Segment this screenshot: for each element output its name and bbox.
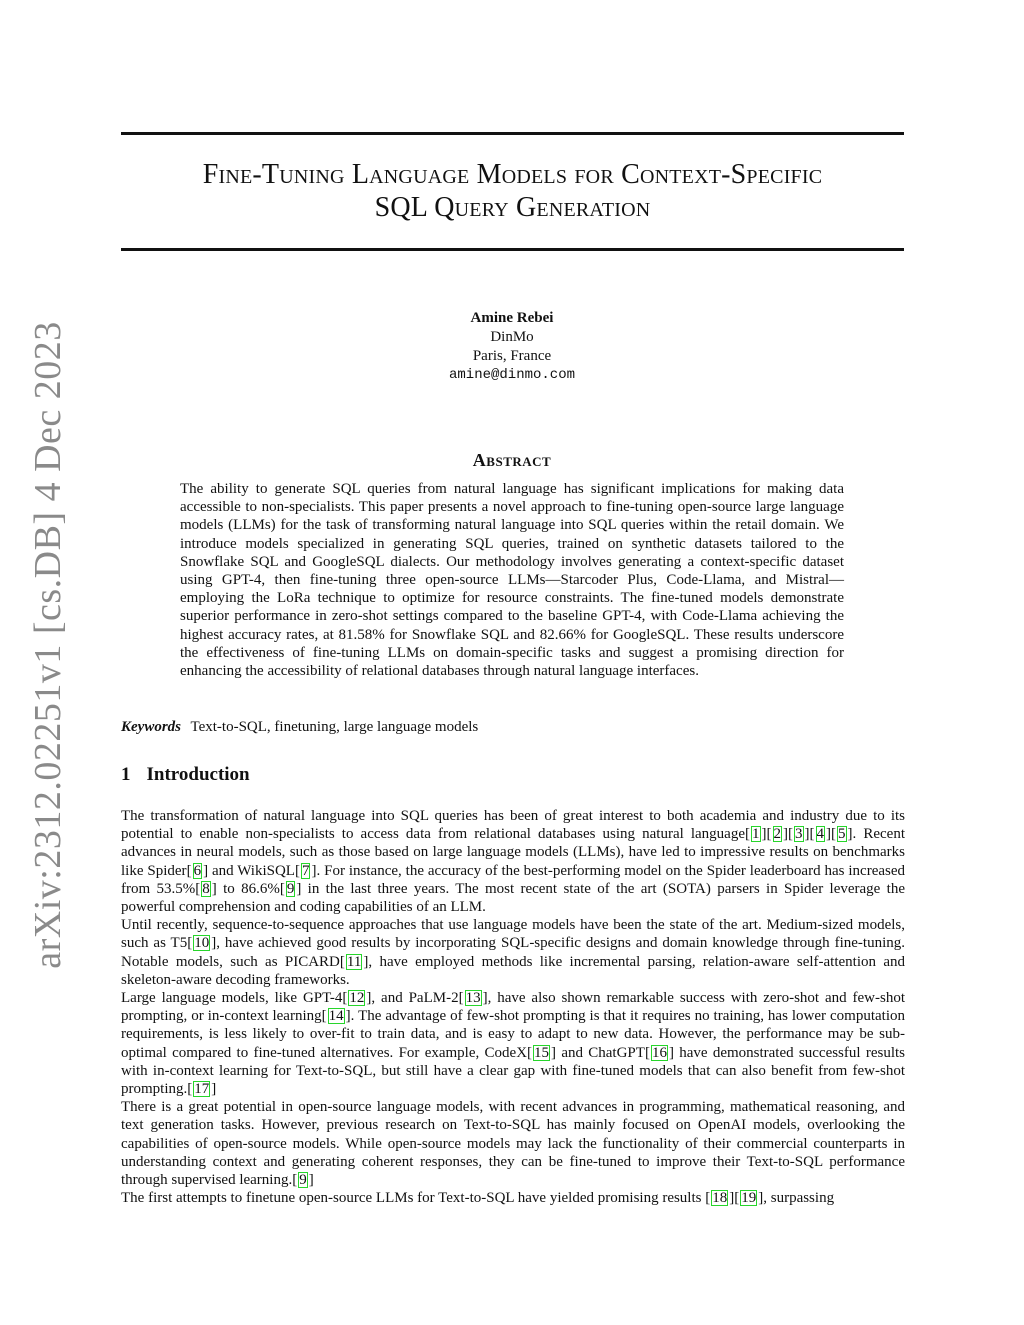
citation-link[interactable]: 7 <box>301 862 310 879</box>
intro-text: There is a great potential in open-source language models, with recent advances in programming, mathematical reasoning, and text generation tasks. However, previous research on Text-to-SQL has mainly focused on OpenAI models, overlooking the capabilities of open-source models. While open-source models may lack the functionality of their commercial counterparts in understanding context and generating coherent responses, they can be fine-tuned to improve their Text-to-SQL performance through supervised learning. <box>121 1099 905 1189</box>
title-top-rule <box>121 132 904 135</box>
arxiv-identifier-text: arXiv:2312.02251v1 [cs.DB] 4 Dec 2023 <box>27 321 69 969</box>
citation-link[interactable]: 13 <box>465 990 481 1007</box>
citation-link[interactable]: 18 <box>712 1190 728 1207</box>
intro-text: . Recent advances in neural models, such as those based on large language models (LLMs), have led to impressive results on benchmarks like Spider <box>121 826 905 879</box>
author-block <box>312 309 712 385</box>
citation-link[interactable]: 10 <box>194 935 210 952</box>
paper-title <box>121 158 904 224</box>
title-bottom-rule <box>121 248 904 251</box>
section-title: Introduction <box>146 764 250 785</box>
citation-link[interactable]: 17 <box>194 1081 210 1098</box>
intro-text: and WikiSQL <box>208 862 295 879</box>
intro-text: have demonstrated successful results with in-context learning for Text-to-SQL, but still have a clear gap with fine-tuned models that can also benefit from few-shot prompting. <box>121 1044 906 1098</box>
keywords-label: Keywords <box>121 719 181 735</box>
intro-text: , surpassing <box>763 1190 835 1207</box>
citation-link[interactable]: 1 <box>752 826 760 843</box>
citation-link[interactable]: 11 <box>346 953 362 970</box>
intro-text: and ChatGPT <box>556 1044 645 1061</box>
intro-text: , and PaLM-2 <box>371 990 459 1007</box>
author-location: Paris, France <box>472 348 552 364</box>
intro-paragraph-4: There is a great potential in open-source language models, with recent advances in programming, mathematical reasoning, and text generation tasks. However, previous research on Text-to-SQL has mainly focused on OpenAI models, overlooking the capabilities of open-source models. While open-source models may lack the functionality of their commercial counterparts in understanding context and generating coherent responses, they can be fine-tuned to improve their Text-to-SQL performance through supervised learning.[ 9 ] <box>121 1099 905 1189</box>
title-line-2: SQL Query Generation <box>374 192 651 223</box>
intro-paragraph-2: Until recently, sequence-to-sequence approaches that use language models have been the state of the art. Medium-sized models, such as T5[ 10 ], have achieved good results by incorporating SQL-specific designs and domain knowledge through fine-tuning. Notable models, such as PICARD[ 11 ], have employed methods like incremental parsing, relation-aware self-attention and skeleton-aware decoding frameworks. <box>121 917 905 988</box>
intro-paragraph-1: The transformation of natural language into SQL queries has been of great interest to both academia and industry due to its potential to enable non-specialists to access data from relational databases using natural language[ 1 ][ 2 ][ 3 ][ 4 ][ 5 ]. Recent advances in neural models, such as those based on large language models (LLMs), have led to impressive results on benchmarks like Spider[ 6 ] and WikiSQL[ 7 ]. For instance, the accuracy of the best-performing model on the Spider leaderboard has increased from 53.5%[ 8 ] to 86.6%[ 9 ] in the last three years. The most recent state of the art (SOTA) parsers in Spider leverage the powerful comprehension and coding capabilities of an LLM. <box>121 808 905 916</box>
citation-link[interactable]: 5 <box>838 826 846 843</box>
citation-link[interactable]: 4 <box>816 826 824 843</box>
citation-link[interactable]: 14 <box>328 1008 344 1025</box>
intro-paragraph-5: The first attempts to finetune open-source LLMs for Text-to-SQL have yielded promising results [ 18 ][ 19 ], surpassing <box>121 1190 835 1207</box>
intro-text: to 86.6% <box>216 880 280 897</box>
author-name: Amine Rebei <box>470 310 554 326</box>
intro-text: . The advantage of few-shot prompting is that it requires no training, has lower computation requirements, is less likely to over-fit to train data, and is easy to adapt to new data. However, the performance may be sub-optimal compared to fine-tuned alternatives. For example, CodeX <box>121 1008 905 1061</box>
intro-text: Until recently, sequence-to-sequence approaches that use language models have been the state of the art. Medium-sized models, such as T5 <box>121 917 905 952</box>
author-affiliation: DinMo <box>490 329 534 345</box>
citation-link[interactable]: 9 <box>286 880 295 897</box>
citation-link[interactable]: 8 <box>202 880 210 897</box>
intro-text: The transformation of natural language into SQL queries has been of great interest to both academia and industry due to its potential to enable non-specialists to access data from relational databases using natural language <box>121 808 905 843</box>
intro-text: , have employed methods like incremental parsing, relation-aware self-attention and skeleton-aware decoding frameworks. <box>121 953 905 988</box>
intro-text: . For instance, the accuracy of the best-performing model on the Spider leaderboard has increased from 53.5% <box>121 862 905 897</box>
citation-link[interactable]: 19 <box>741 1190 757 1207</box>
citation-link[interactable]: 9 <box>299 1172 307 1189</box>
abstract-text: The ability to generate SQL queries from natural language has significant implications for making data accessible to non-specialists. This paper presents a novel approach to fine-tuning open-source large language models (LLMs) for the task of transforming natural language into SQL queries within the retail domain. We introduce models specialized in generating SQL queries, trained on synthetic datasets tailored to the Snowflake SQL and GoogleSQL dialects. Our methodology involves generating a context-specific dataset using GPT-4, then fine-tuning three open-source LLMs—Starcoder Plus, Code-Llama, and Mistral—employing the LoRa technique to optimize for resource constraints. The fine-tuned models demonstrate superior performance in zero-shot settings compared to the baseline GPT-4, with Code-Llama achieving the highest accuracy rates, at 81.58% for Snowflake SQL and 82.66% for GoogleSQL. These results underscore the effectiveness of fine-tuning LLMs on domain-specific tasks and suggest a promising direction for enhancing the accessibility of relational databases through natural language interfaces. <box>180 481 844 680</box>
section-heading-introduction <box>121 764 250 786</box>
intro-text: The first attempts to finetune open-source LLMs for Text-to-SQL have yielded promising results <box>121 1190 706 1207</box>
intro-text: in the last three years. The most recent state of the art (SOTA) parsers in Spider leverage the powerful comprehension and coding capabilities of an LLM. <box>121 880 905 916</box>
citation-link[interactable]: 16 <box>651 1044 667 1061</box>
citation-link[interactable]: 15 <box>534 1044 550 1061</box>
intro-text: Large language models, like GPT-4 <box>121 990 343 1007</box>
intro-paragraph-3: Large language models, like GPT-4[ 12 ], and PaLM-2[ 13 ], have also shown remarkable success with zero-shot and few-shot prompting, or in-context learning[ 14 ]. The advantage of few-shot prompting is that it requires no training, has lower computation requirements, is less likely to over-fit to train data, and is easy to adapt to new data. However, the performance may be sub-optimal compared to fine-tuned alternatives. For example, CodeX[ 15 ] and ChatGPT[ 16 ] have demonstrated successful results with in-context learning for Text-to-SQL, but still have a clear gap with fine-tuned models that can also benefit from few-shot prompting.[ 17 ] <box>121 990 906 1098</box>
intro-text: , have also shown remarkable success with zero-shot and few-shot prompting, or in-context learning <box>121 990 905 1025</box>
title-line-1: Fine-Tuning Language Models for Context-Specific <box>202 159 823 190</box>
citation-link[interactable]: 2 <box>773 826 781 843</box>
citation-link[interactable]: 3 <box>795 826 803 843</box>
citation-link[interactable]: 12 <box>349 990 365 1007</box>
citation-link[interactable]: 6 <box>193 862 202 879</box>
intro-text: , have achieved good results by incorporating SQL-specific designs and domain knowledge through fine-tuning. Notable models, such as PICARD <box>121 935 905 970</box>
section-number: 1 <box>121 764 131 785</box>
abstract-heading: Abstract <box>472 450 552 470</box>
keywords-line <box>121 718 904 737</box>
introduction-body <box>121 807 905 1207</box>
keywords-text: Text-to-SQL, finetuning, large language models <box>190 719 479 735</box>
author-email[interactable]: amine@dinmo.com <box>448 367 576 383</box>
